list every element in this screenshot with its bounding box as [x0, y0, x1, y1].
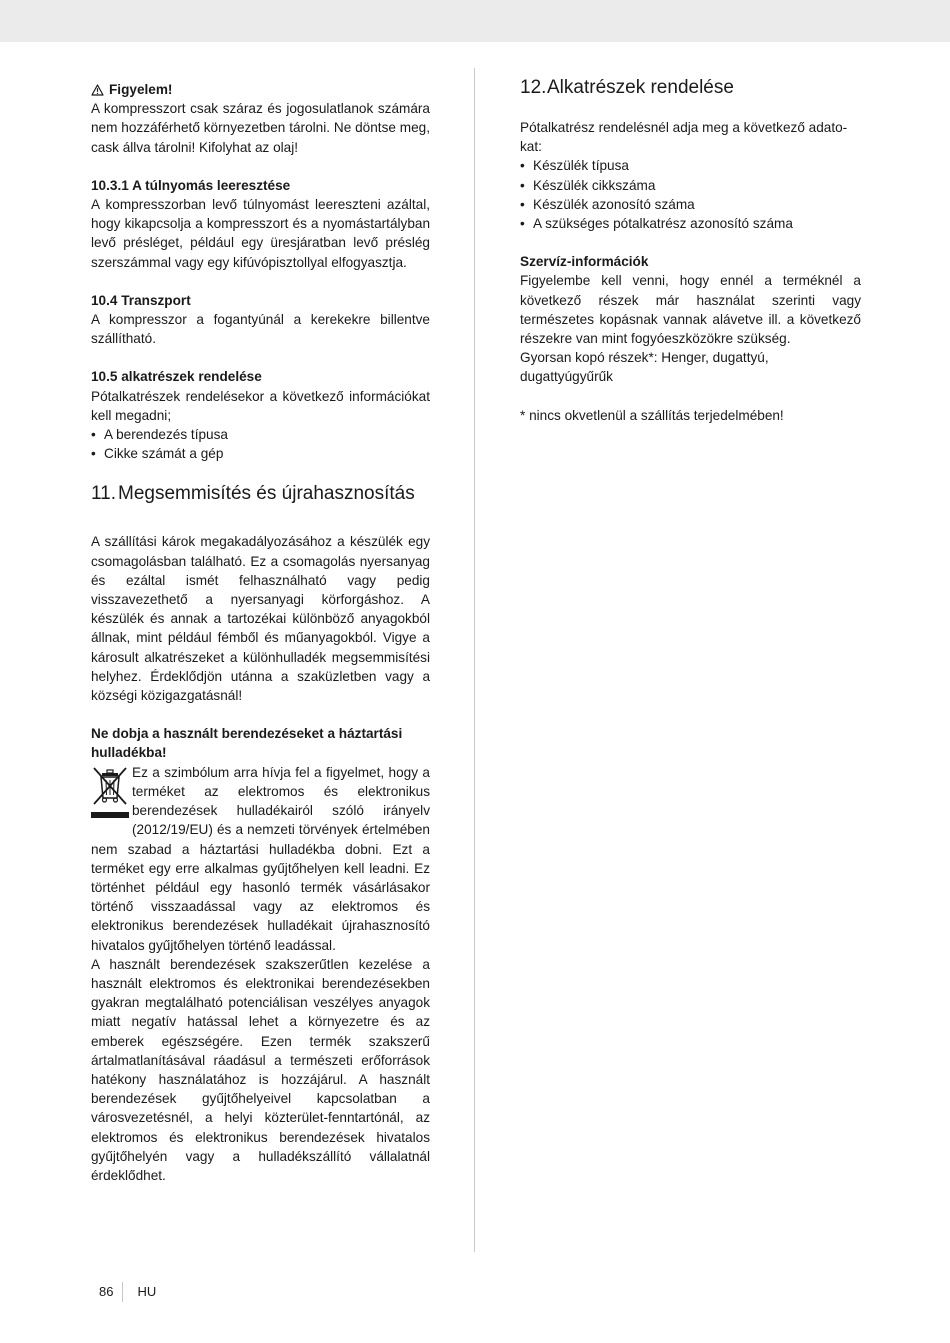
crossed-out-wheelie-bin-icon [91, 765, 129, 822]
list-item: • Készülék típusa [520, 156, 861, 175]
section-10-5-list [91, 425, 430, 463]
list-item: • Készülék azonosító száma [520, 195, 861, 214]
list-item: • Cikke számát a gép [91, 444, 430, 463]
parts-list [520, 156, 861, 233]
parts-intro: Pótalkatrész rendelésnél adja meg a következő adato-kat: [520, 120, 848, 155]
waste-warning-title: Ne dobja a használt berendezéseket a háztartási hulladékba! [91, 726, 403, 761]
warning-title: Figyelem! [109, 82, 173, 97]
section-10-5-title: 10.5 alkatrészek rendelése [91, 369, 262, 385]
section-10-5-text: Pótalkatrészek rendelésekor a következő információkat kell megadni; [91, 388, 430, 423]
page-footer [99, 1282, 156, 1302]
section-12-title: Alkatrészek rendelése [547, 77, 734, 98]
right-column [520, 77, 861, 425]
column-divider [474, 68, 475, 1252]
section-10-3-1-title: 10.3.1 A túlnyomás leeresztése [91, 177, 291, 193]
service-info-text: Figyelembe kell venni, hogy ennél a terméknél a következő részek már használat szerinti vagy természetes kopásnak vannak alávetve ill. a következő részekre van mint fogyóeszközökre szükség. [520, 273, 861, 347]
section-10-4-title: 10.4 Transzport [91, 292, 191, 308]
warning-heading [91, 80, 430, 99]
section-12-number: 12. [520, 77, 547, 98]
weee-text: Ez a szimbólum arra hívja fel a figyelmet, hogy a terméket az elektromos és elektronikus berendezések hulladékairól szóló irányelv (2012/19/EU) és a nemzeti törvények értelmében nem szabad a háztartási hulladékba dobni. Ezt a terméket egy erre alkalmas gyűjtőhelyen kell leadni. Ez történhet például egy hasonló termék vásárlásakor történő visszaadással vagy az elektromos és elektronikus berendezések hulladékait újrahasznosító hivatalos gyűjtőhelyen történő leadással. [91, 764, 430, 953]
weee-block [91, 763, 430, 955]
top-bar [0, 0, 950, 42]
section-10-3-1-text: A kompresszorban levő túlnyomást leereszteni azáltal, hogy kikapcsolja a kompresszort és a nyomástartályban levő présléget, például egy üresjáratban levő préslég szerszámmal vagy egy kifúvópisztollyal elfogyasztja. [91, 197, 430, 270]
section-10-4-text: A kompresszor a fogantyúnál a kerekekre billentve szállítható. [91, 312, 430, 347]
left-column [91, 80, 430, 1185]
list-item: • A szükséges pótalkatrész azonosító száma [520, 214, 861, 233]
section-11-heading [91, 483, 430, 504]
warning-text: A kompresszort csak száraz és jogosulatlanok számára nem hozzáférhető környezetben tárolni. Ne döntse meg, cask állva tárolni! Kifolyhat az olaj! [91, 101, 430, 155]
warning-triangle-icon [91, 84, 104, 96]
list-item: • Készülék cikkszáma [520, 176, 861, 195]
wear-parts-text: Gyorsan kopó részek*: Henger, dugattyú, dugattyúgyűrűk [520, 350, 769, 385]
section-12-heading [520, 77, 861, 98]
hazard-text: A használt berendezések szakszerűtlen kezelése a használt elektromos és elektronikai berendezésekben gyakran megtalálható potenciálisan veszélyes anyagok miatt negatív hatással lehet a környezetre és az emberek egészségére. Ezen termék szakszerű ártalmatlanításával ráadásul a természeti erőforrások hatékony használatához is hozzájárul. A használt berendezések gyűjtőhelyeivel kapcsolatban a városvezetésnél, a helyi közterület-fenntartónál, az elektromos és elektronikus berendezések hivatalos gyűjtőhelyén vagy a hulladékszállító vállalatnál érdeklődhet. [91, 956, 430, 1183]
disposal-text: A szállítási károk megakadályozásához a készülék egy csomagolásban található. Ez a csomagolás nyersanyag és ezáltal ismét felhasználható vagy pedig visszavezethető a nyersanyagi körforgáshoz. A készülék és annak a tartozékai különböző anyagokból állnak, mint például fémből és műanyagokból. Vigye a károsult alkatrészeket a különhulladék megsemmisítési helyhez. Érdeklődjön utánna a szaküzletben vagy a községi közigazgatásnál! [91, 534, 430, 704]
page-number: 86 [99, 1282, 123, 1302]
footnote: * nincs okvetlenül a szállítás terjedelmében! [520, 407, 784, 423]
section-11-number: 11. [91, 483, 117, 505]
list-item: • A berendezés típusa [91, 425, 430, 444]
section-11-title: Megsemmisítés és újrahasznosítás [118, 483, 415, 505]
service-info-title: Szervíz-információk [520, 254, 649, 270]
language-code: HU [137, 1284, 157, 1300]
